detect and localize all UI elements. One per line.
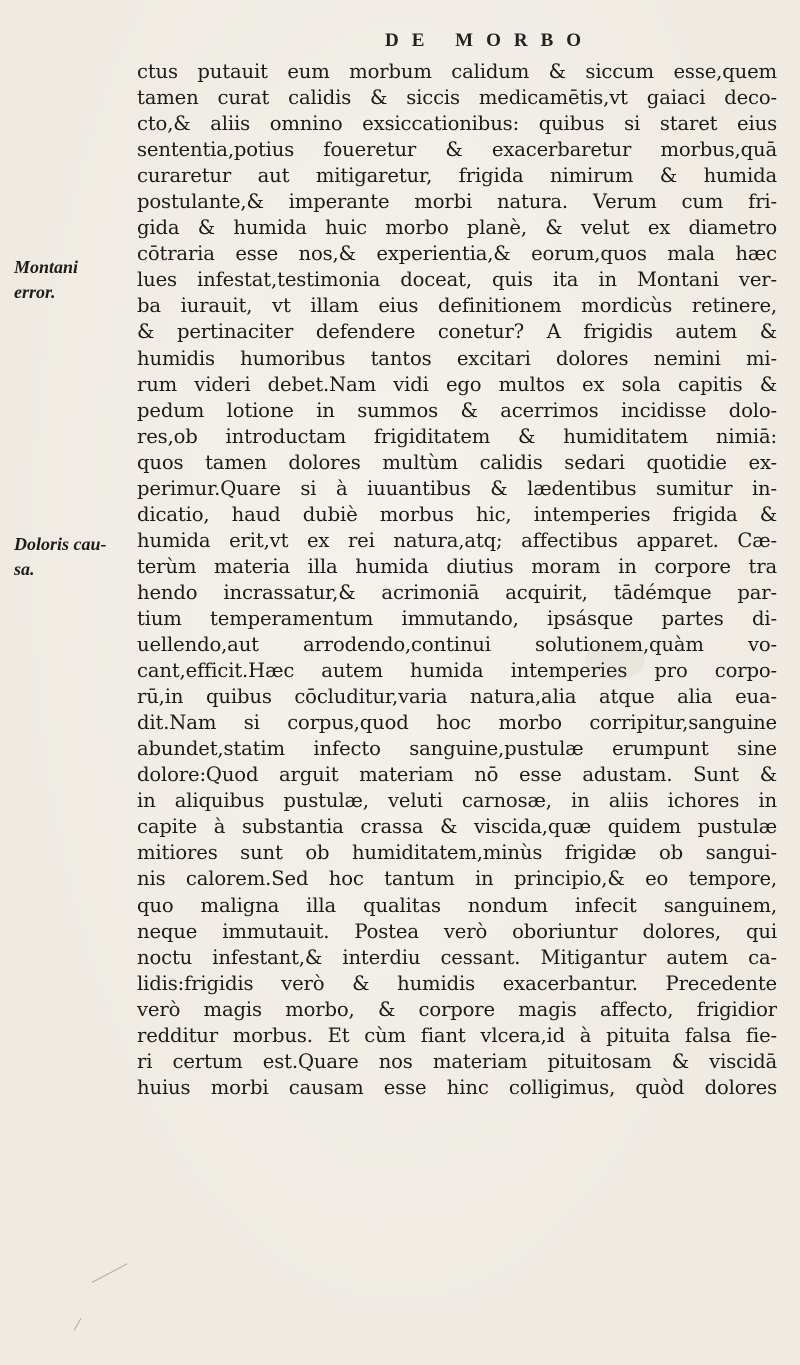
text-line: cto,& aliis omnino exsiccationibus: quibus si staret eius	[137, 112, 777, 136]
text-line: rū,in quibus cōcluditur,varia natura,alia atque alia eua-	[137, 685, 777, 709]
text-line: tium temperamentum immutando, ipsásque partes di-	[137, 606, 777, 630]
text-line: cant,efficit.Hæc autem humida intemperies pro corpo-	[137, 659, 777, 683]
body-text	[137, 59, 777, 1101]
margin-note-doloris-causa	[14, 532, 134, 582]
margin-note-line: error.	[14, 282, 56, 302]
text-line: in aliquibus pustulæ, veluti carnosæ, in aliis ichores in	[137, 789, 777, 813]
text-line: lues infestat,testimonia doceat, quis ita in Montani ver-	[137, 268, 777, 292]
text-line: mitiores sunt ob humiditatem,minùs frigidæ ob sangui-	[137, 841, 777, 865]
text-line: curaretur aut mitigaretur, frigida nimirum & humida	[137, 164, 777, 188]
text-line: uellendo,aut arrodendo,continui solutionem,quàm vo-	[137, 633, 777, 657]
text-line: hendo incrassatur,& acrimoniā acquirit, tādémque par-	[137, 580, 777, 604]
text-line: neque immutauit. Postea verò oboriuntur dolores, qui	[137, 919, 777, 943]
text-line: humida erit,vt ex rei natura,atq; affectibus apparet. Cæ-	[137, 528, 777, 552]
text-line: cōtraria esse nos,& experientia,& eorum,quos mala hæc	[137, 242, 777, 266]
pencil-mark	[74, 1318, 82, 1331]
text-line: humidis humoribus tantos excitari dolores nemini mi-	[137, 346, 777, 370]
text-line: quos tamen dolores multùm calidis sedari quotidie ex-	[137, 450, 777, 474]
pencil-mark	[92, 1263, 128, 1283]
text-line: dolore:Quod arguit materiam nō esse adustam. Sunt &	[137, 763, 777, 787]
margin-note-line: Doloris cau-	[14, 534, 107, 554]
text-line: & pertinaciter defendere conetur? A frigidis autem &	[137, 320, 777, 344]
text-line: quo maligna illa qualitas nondum infecit sanguinem,	[137, 893, 777, 917]
text-line: capite à substantia crassa & viscida,quæ quidem pustulæ	[137, 815, 777, 839]
margin-note-montani-error	[14, 255, 134, 305]
text-line: abundet,statim infecto sanguine,pustulæ erumpunt sine	[137, 737, 777, 761]
margin-note-line: Montani	[14, 257, 79, 277]
text-line: noctu infestant,& interdiu cessant. Mitigantur autem ca-	[137, 945, 777, 969]
text-line: lidis:frigidis verò & humidis exacerbantur. Precedente	[137, 971, 777, 995]
text-line: dicatio, haud dubiè morbus hic, intemperies frigida &	[137, 502, 777, 526]
text-line: rum videri debet.Nam vidi ego multos ex sola capitis &	[137, 372, 777, 396]
text-line: huius morbi causam esse hinc colligimus, quòd dolores	[137, 1075, 777, 1099]
text-line: ba iurauit, vt illam eius definitionem mordicùs retinere,	[137, 294, 777, 318]
text-line: terùm materia illa humida diutius moram in corpore tra	[137, 554, 777, 578]
text-line: ctus putauit eum morbum calidum & siccum esse,quem	[137, 60, 777, 83]
text-line: res,ob introductam frigiditatem & humiditatem nimiā:	[137, 424, 777, 448]
text-line: tamen curat calidis & siccis medicamētis,vt gaiaci deco-	[137, 86, 777, 110]
text-line: dit.Nam si corpus,quod hoc morbo corripitur,sanguine	[137, 711, 777, 735]
text-line: postulante,& imperante morbi natura. Verum cum fri-	[137, 190, 777, 214]
margin-note-line: sa.	[14, 559, 35, 579]
running-head: DE MORBO	[385, 30, 595, 51]
text-line: sententia,potius foueretur & exacerbaretur morbus,quā	[137, 138, 777, 162]
text-line: ri certum est.Quare nos materiam pituitosam & viscidā	[137, 1049, 777, 1073]
paper-stain	[585, 640, 645, 680]
text-line: verò magis morbo, & corpore magis affecto, frigidior	[137, 997, 777, 1021]
text-line: perimur.Quare si à iuuantibus & lædentibus sumitur in-	[137, 476, 777, 500]
text-line: pedum lotione in summos & acerrimos incidisse dolo-	[137, 398, 777, 422]
text-line: gida & humida huic morbo planè, & velut ex diametro	[137, 216, 777, 240]
text-line: nis calorem.Sed hoc tantum in principio,& eo tempore,	[137, 867, 777, 891]
text-line: redditur morbus. Et cùm fiant vlcera,id à pituita falsa fie-	[137, 1023, 777, 1047]
